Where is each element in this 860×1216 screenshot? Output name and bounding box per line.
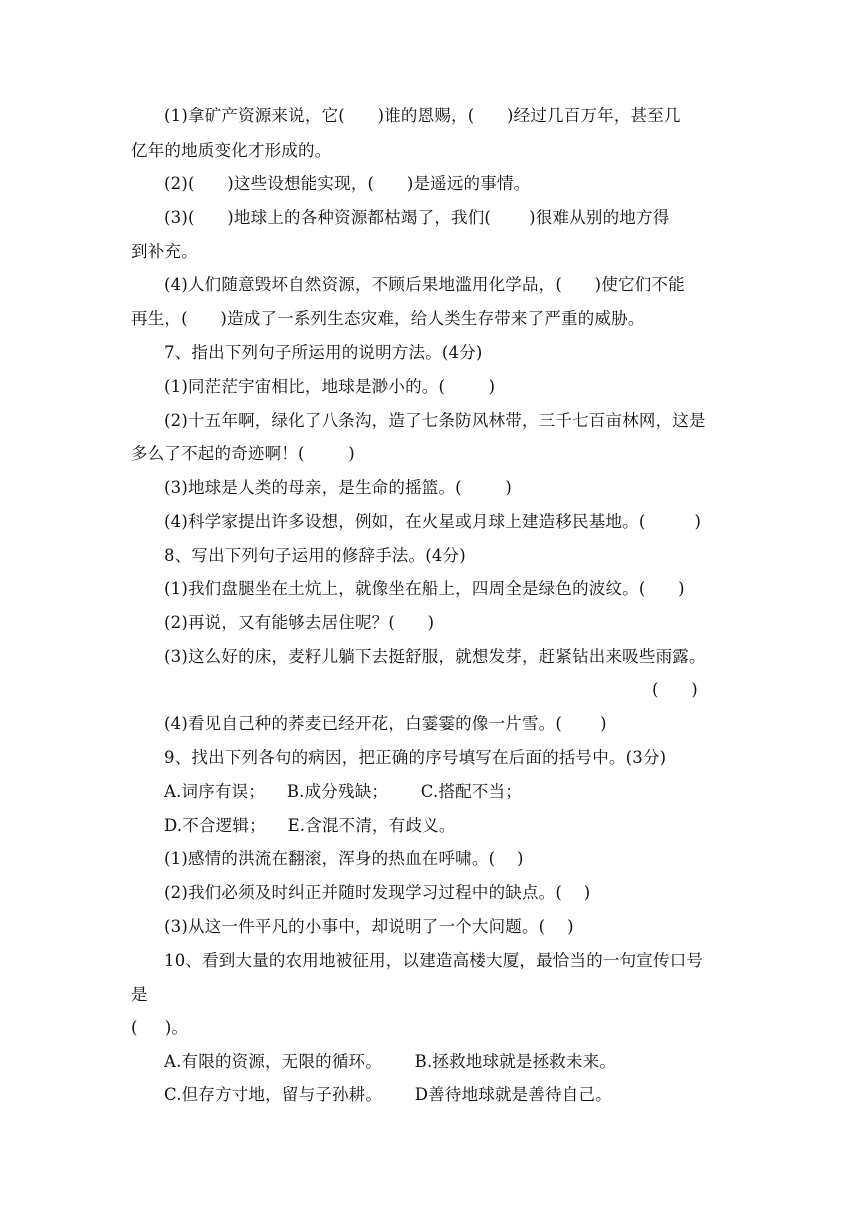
q8-item3-blank: ( ) [652,680,698,699]
q10-options-2: C.但存方寸地，留与子孙耕。 D善待地球就是善待自己。 [164,1085,612,1104]
q9-item1: (1)感情的洪流在翻滚，浑身的热血在呼啸。( ) [164,849,524,868]
q6-item2: (2)( )这些设想能实现，( )是遥远的事情。 [164,174,531,193]
q9-options-1: A.词序有误； B.成分残缺； C.搭配不当； [164,782,522,801]
q8-item3-line1: (3)这么好的床，麦籽儿躺下去挺舒服，就想发芽，赶紧钻出来吸些雨露。 [164,647,706,666]
q9-options-2: D.不合逻辑； E.含混不清，有歧义。 [164,816,456,835]
q8-item4: (4)看见自己种的荞麦已经开花，白霎霎的像一片雪。( ) [164,714,607,733]
q10-answer-blank: ( )。 [131,1018,189,1037]
q7-item3: (3)地球是人类的母亲，是生命的摇篮。( ) [164,478,513,497]
q8-item1: (1)我们盘腿坐在土炕上，就像坐在船上，四周全是绿色的波纹。( ) [164,579,685,598]
q7-item4: (4)科学家提出许多设想，例如，在火星或月球上建造移民基地。( ) [164,512,702,531]
q6-item1-line2: 亿年的地质变化才形成的。 [131,141,332,160]
q6-item3-line2: 到补充。 [131,242,198,261]
q9-heading: 9、找出下列各句的病因，把正确的序号填写在后面的括号中。(3分) [164,748,667,767]
q10-options-1: A.有限的资源，无限的循环。 B.拯救地球就是拯救未来。 [164,1052,617,1071]
q8-item2: (2)再说，又有能够去居住呢？( ) [164,613,435,632]
q9-item3: (3)从这一件平凡的小事中，却说明了一个大问题。( ) [164,917,574,936]
q7-item2-line1: (2)十五年啊，绿化了八条沟，造了七条防风林带，三千七百亩林网，这是 [164,411,706,430]
q7-item1: (1)同茫茫宇宙相比，地球是渺小的。( ) [164,377,496,396]
q10-heading-line1: 10、看到大量的农用地被征用，以建造高楼大厦，最恰当的一句宣传口号 [164,951,704,970]
q6-item3-line1: (3)( )地球上的各种资源都枯竭了，我们( )很难从别的地方得 [164,208,670,227]
q10-heading-line2: 是 [131,985,148,1004]
q6-item4-line2: 再生，( )造成了一系列生态灾难，给人类生存带来了严重的威胁。 [131,309,645,328]
q7-heading: 7、指出下列句子所运用的说明方法。(4分) [164,343,483,362]
q6-item4-line1: (4)人们随意毁坏自然资源，不顾后果地滥用化学品，( )使它们不能 [164,275,685,294]
q8-heading: 8、写出下列句子运用的修辞手法。(4分) [164,546,466,565]
q7-item2-line2: 多么了不起的奇迹啊！( ) [131,444,355,463]
q6-item1-line1: (1)拿矿产资源来说，它( )谁的恩赐，( )经过几百万年，甚至几 [164,106,681,125]
q9-item2: (2)我们必须及时纠正并随时发现学习过程中的缺点。( ) [164,883,591,902]
